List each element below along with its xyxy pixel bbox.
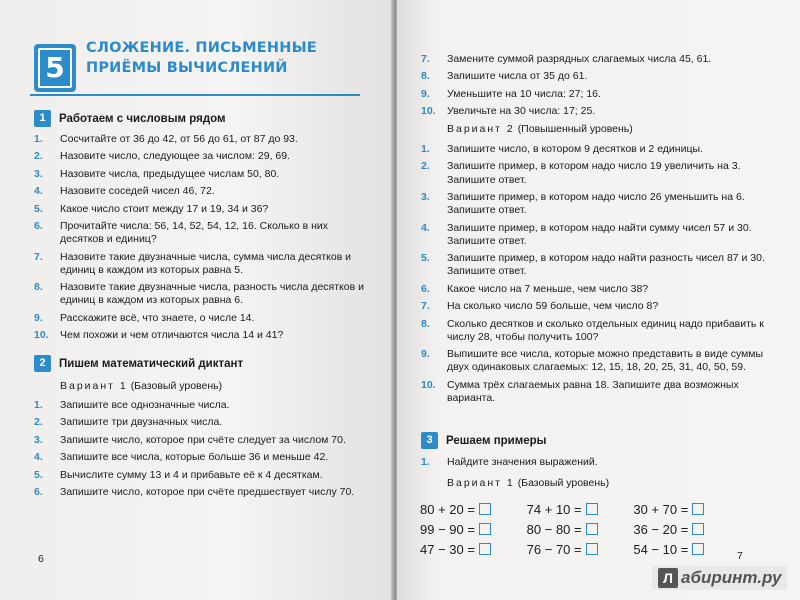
chapter-badge: [34, 44, 76, 92]
item-number: 3.: [421, 190, 430, 203]
variant-heading: [447, 477, 609, 489]
section-number: 2: [34, 355, 51, 372]
item-number: 8.: [421, 70, 430, 83]
variant-2-heading: [447, 123, 633, 135]
dictation-continued-list: [421, 53, 771, 123]
item-number: 2.: [421, 160, 430, 173]
watermark-logo: Л: [658, 568, 678, 588]
list-item: [34, 220, 364, 246]
item-text: Запишите число, которое при счёте следует за числом 70.: [60, 433, 346, 446]
page-number-right: 7: [737, 550, 743, 562]
expressions-grid: [420, 499, 740, 559]
watermark: [652, 566, 787, 590]
item-text: Запишите пример, в котором надо число 19 увеличить на 3. Запишите ответ.: [447, 160, 741, 186]
list-item: [421, 88, 771, 101]
item-number: 9.: [421, 87, 430, 100]
answer-box: [692, 503, 704, 515]
list-item: [421, 105, 771, 118]
expression-text: 74 + 10 =: [526, 501, 582, 517]
list-item: [421, 53, 771, 66]
item-text: Сосчитайте от 36 до 42, от 56 до 61, от 87 до 93.: [60, 133, 298, 145]
item-text: Чем похожи и чем отличаются числа 14 и 41?: [60, 329, 284, 342]
item-number: 2.: [34, 416, 43, 429]
chapter-title: [86, 38, 346, 78]
item-text: Назовите соседей чисел 46, 72.: [60, 185, 215, 198]
item-number: 1.: [421, 456, 430, 468]
list-item: [421, 456, 771, 469]
list-item: [34, 281, 364, 307]
list-item: [34, 416, 364, 429]
expression: [633, 502, 740, 517]
list-item: [34, 203, 364, 216]
item-number: 2.: [34, 150, 43, 163]
list-item: [421, 348, 771, 374]
expressions-row: [420, 519, 740, 539]
list-item: [34, 133, 364, 146]
section-title: Работаем с числовым рядом: [59, 112, 226, 125]
item-number: 8.: [34, 281, 43, 294]
list-item: [421, 283, 771, 296]
item-number: 7.: [421, 300, 430, 313]
expression-text: 80 + 20 =: [420, 501, 475, 517]
chapter-number: 5: [38, 48, 72, 88]
list-item: [421, 300, 771, 313]
item-text: Запишите все числа, которые больше 36 и меньше 42.: [60, 451, 329, 464]
expression: [527, 502, 634, 517]
list-item: [421, 318, 771, 344]
item-text: Запишите три двузначных числа.: [60, 416, 223, 429]
variant-label: Вариант 1: [60, 380, 128, 392]
list-item: [34, 251, 364, 277]
list-item: [34, 185, 364, 198]
list-item: [34, 399, 364, 412]
item-number: 1.: [34, 399, 43, 411]
answer-box: [586, 503, 598, 515]
answer-box: [479, 543, 491, 555]
answer-box: [479, 523, 491, 535]
expression: [420, 502, 527, 517]
item-number: 1.: [34, 133, 43, 145]
expression: [420, 542, 527, 557]
list-item: [34, 451, 364, 464]
item-text: Уменьшите на 10 числа: 27; 16.: [447, 87, 601, 100]
section-3-list: [421, 456, 771, 473]
list-item: [34, 312, 364, 325]
expressions-row: [420, 499, 740, 519]
left-page: [0, 0, 393, 600]
item-number: 5.: [421, 252, 430, 265]
item-number: 8.: [421, 317, 430, 330]
item-text: Расскажите всё, что знаете, о числе 14.: [60, 311, 255, 324]
variant-level: (Повышенный уровень): [517, 123, 633, 135]
item-text: Найдите значения выражений.: [447, 456, 598, 468]
list-item: [34, 469, 364, 482]
list-item: [421, 252, 771, 278]
item-text: Вычислите сумму 13 и 4 и прибавьте её к 4 десяткам.: [60, 468, 323, 481]
chapter-rule: [30, 94, 360, 96]
item-text: Назовите числа, предыдущее числам 50, 80.: [60, 167, 280, 180]
item-number: 10.: [421, 105, 436, 118]
expression-text: 76 − 70 =: [526, 541, 582, 557]
item-number: 4.: [34, 451, 43, 464]
expressions-row: [420, 539, 740, 559]
expression-text: 54 − 10 =: [633, 541, 689, 557]
answer-box: [586, 543, 598, 555]
item-text: На сколько число 59 больше, чем число 8?: [447, 300, 659, 313]
item-text: Запишите числа от 35 до 61.: [447, 70, 588, 83]
expression-text: 36 − 20 =: [633, 521, 689, 537]
answer-box: [586, 523, 598, 535]
item-text: Запишите все однозначные числа.: [60, 399, 230, 411]
item-text: Замените суммой разрядных слагаемых числа 45, 61.: [447, 53, 712, 65]
expression-text: 47 − 30 =: [420, 541, 475, 557]
item-number: 3.: [34, 433, 43, 446]
expression-text: 30 + 70 =: [633, 501, 689, 517]
section-title: Пишем математический диктант: [59, 357, 244, 370]
item-text: Назовите такие двузначные числа, разность числа десятков и единиц в каждом из которых равна 6.: [60, 281, 364, 307]
expression: [633, 522, 740, 537]
item-text: Запишите пример, в котором надо найти сумму чисел 57 и 30. Запишите ответ.: [447, 221, 752, 247]
item-text: Запишите число, в котором 9 десятков и 2 единицы.: [447, 143, 703, 155]
variant-label: Вариант 2: [447, 123, 515, 135]
section-1-header: [34, 110, 226, 127]
list-item: [34, 150, 364, 163]
item-text: Запишите пример, в котором надо число 26 уменьшить на 6. Запишите ответ.: [447, 190, 745, 217]
list-item: [421, 379, 771, 405]
item-text: Какое число на 7 меньше, чем число 38?: [447, 282, 649, 295]
section-number: 3: [421, 432, 438, 449]
item-text: Выпишите все числа, которые можно представить в виде суммы двух одинаковых слагаемых: 12, 15, 18, 20, 25, 31, 40, 50, 59.: [447, 348, 764, 374]
section-1-list: [34, 133, 364, 347]
item-text: Сколько десятков и сколько отдельных единиц надо прибавить к числу 28, чтобы получить 100?: [447, 317, 764, 343]
item-number: 5.: [34, 202, 43, 215]
list-item: [34, 434, 364, 447]
answer-box: [479, 503, 491, 515]
variant-heading: [60, 380, 222, 392]
chapter-title-line2: ПРИЁМЫ ВЫЧИСЛЕНИЙ: [86, 60, 288, 76]
chapter-title-line1: СЛОЖЕНИЕ. ПИСЬМЕННЫЕ: [86, 40, 317, 56]
expression-text: 80 − 80 =: [526, 521, 582, 537]
item-text: Запишите число, которое при счёте предшествует числу 70.: [60, 485, 355, 498]
item-number: 6.: [34, 485, 43, 498]
list-item: [421, 160, 771, 186]
item-text: Запишите пример, в котором надо найти разность чисел 87 и 30. Запишите ответ.: [447, 252, 765, 278]
variant-level: (Базовый уровень): [517, 477, 610, 489]
item-number: 10.: [34, 329, 49, 342]
item-number: 6.: [34, 219, 43, 232]
item-text: Прочитайте числа: 56, 14, 52, 54, 12, 16. Сколько в них десятков и единиц?: [60, 219, 329, 246]
item-text: Сумма трёх слагаемых равна 18. Запишите два возможных варианта.: [447, 378, 739, 404]
item-number: 6.: [421, 282, 430, 295]
section-number: 1: [34, 110, 51, 127]
expression: [633, 542, 740, 557]
item-number: 4.: [34, 185, 43, 198]
expression-text: 99 − 90 =: [420, 521, 475, 537]
item-number: 1.: [421, 143, 430, 155]
item-text: Назовите число, следующее за числом: 29, 69.: [60, 150, 290, 163]
item-number: 7.: [34, 250, 43, 263]
item-number: 10.: [421, 378, 436, 391]
list-item: [34, 329, 364, 342]
list-item: [34, 168, 364, 181]
variant-level: (Базовый уровень): [130, 380, 223, 392]
item-number: 3.: [34, 167, 43, 180]
list-item: [34, 486, 364, 499]
section-title: Решаем примеры: [446, 434, 547, 447]
page-number-left: 6: [38, 553, 44, 565]
section-3-header: [421, 432, 547, 449]
list-item: [421, 222, 771, 248]
expression: [527, 522, 634, 537]
answer-box: [692, 523, 704, 535]
item-text: Какое число стоит между 17 и 19, 34 и 36?: [60, 202, 269, 215]
variant-label: Вариант 1: [447, 477, 515, 489]
watermark-text: абиринт.ру: [681, 568, 782, 587]
list-item: [421, 191, 771, 217]
item-number: 4.: [421, 221, 430, 234]
expression: [527, 542, 634, 557]
expression: [420, 522, 527, 537]
item-number: 9.: [34, 311, 43, 324]
item-number: 5.: [34, 468, 43, 481]
section-2-list: [34, 399, 364, 503]
item-number: 9.: [421, 348, 430, 361]
item-text: Назовите такие двузначные числа, сумма числа десятков и единиц в каждом из которых равна 5.: [60, 250, 352, 276]
list-item: [421, 143, 771, 156]
section-2-header: [34, 355, 243, 372]
answer-box: [692, 543, 704, 555]
variant-2-list: [421, 143, 771, 409]
item-text: Увеличьте на 30 числа: 17; 25.: [447, 105, 596, 118]
item-number: 7.: [421, 53, 430, 65]
list-item: [421, 70, 771, 83]
